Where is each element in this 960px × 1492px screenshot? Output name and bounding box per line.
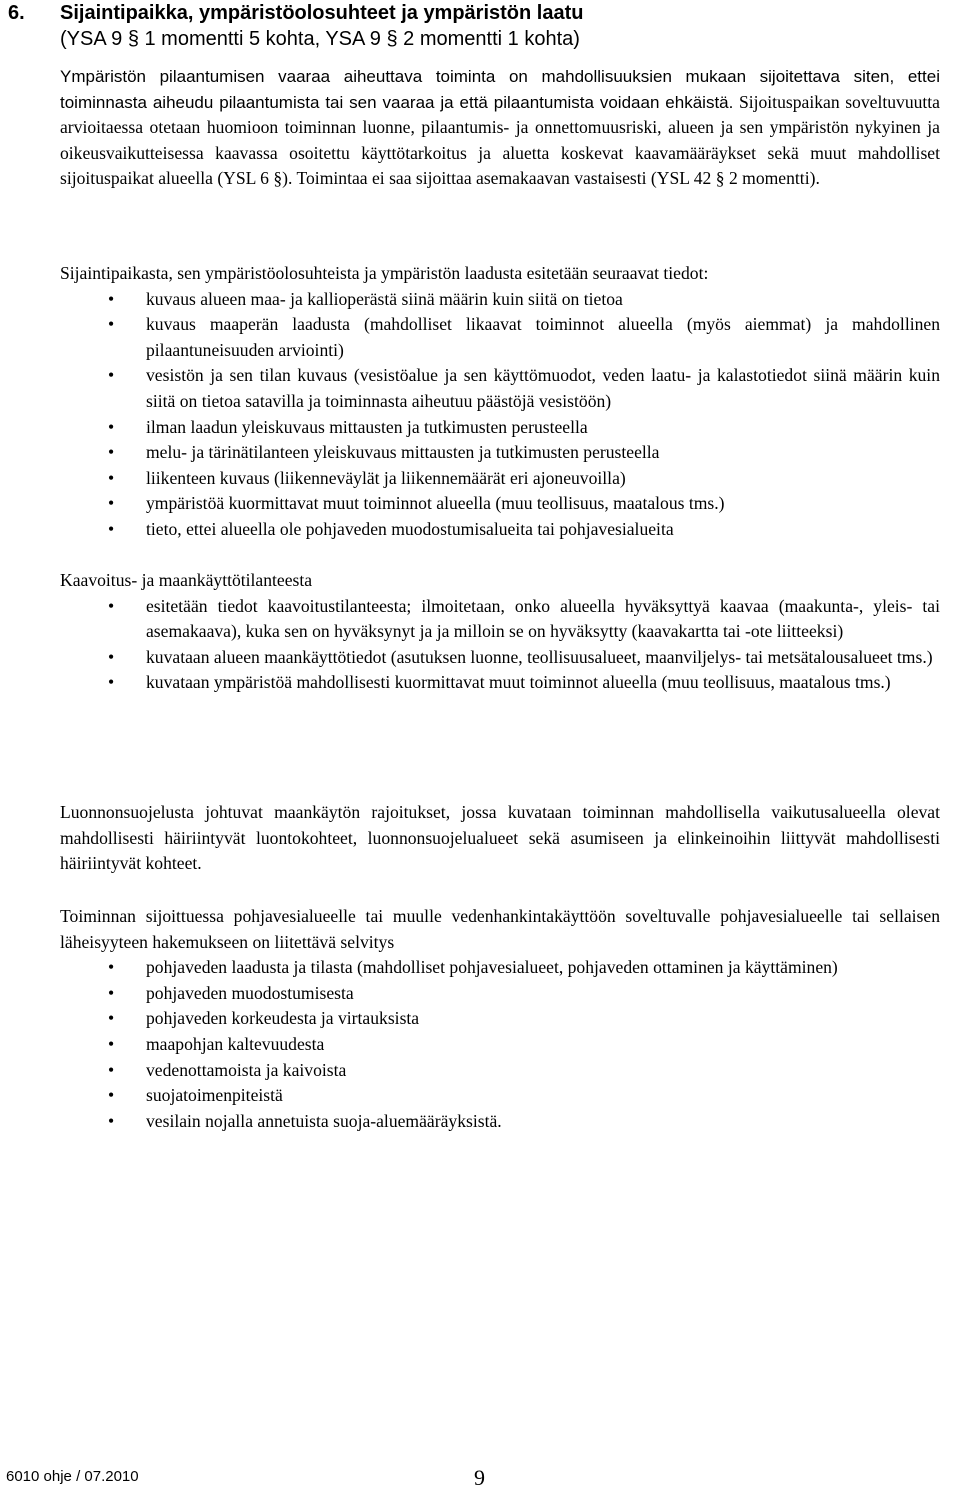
location-info-list <box>60 287 940 543</box>
footer-doc-ref: 6010 ohje / 07.2010 <box>6 1468 139 1485</box>
bullet-icon: • <box>108 314 115 335</box>
list-item: • pohjaveden laadusta ja tilasta (mahdolliset pohjavesialueet, pohjaveden ottaminen ja käyttäminen) <box>60 955 940 981</box>
groundwater-intro: Toiminnan sijoittuessa pohjavesialueelle tai muulle vedenhankintakäyttöön soveltuvalle pohjavesialueelle tai sellaisen läheisyyteen hakemukseen on liitettävä selvitys <box>60 906 940 952</box>
groundwater-list <box>60 955 940 1134</box>
list-item: • suojatoimenpiteistä <box>60 1083 940 1109</box>
paragraph-placement <box>60 64 940 192</box>
zoning-block <box>60 568 940 696</box>
list-item: • kuvaus alueen maa- ja kallioperästä siinä määrin kuin siitä on tietoa <box>60 287 940 313</box>
bullet-icon: • <box>108 288 115 309</box>
groundwater-block <box>60 904 940 1134</box>
bullet-icon: • <box>108 416 115 437</box>
bullet-icon: • <box>108 595 115 616</box>
list-item: • kuvaus maaperän laadusta (mahdolliset likaavat toiminnot alueella (myös aiemmat) ja mahdollinen pilaantuneisuuden arviointi) <box>108 314 940 360</box>
bullet-icon: • <box>108 1033 115 1054</box>
bullet-icon: • <box>108 672 115 693</box>
bullet-icon: • <box>108 1085 115 1106</box>
list-item: • melu- ja tärinätilanteen yleiskuvaus mittausten ja tutkimusten perusteella <box>60 440 940 466</box>
location-info-intro: Sijaintipaikasta, sen ympäristöolosuhteista ja ympäristön laadusta esitetään seuraavat tiedot: <box>60 263 709 283</box>
bullet-icon: • <box>108 442 115 463</box>
placement-principle-text: Ympäristön pilaantumisen vaaraa aiheuttava toiminta on mahdollisuuksien mukaan sijoitettava siten, ettei toiminnasta aiheudu pilaantumista tai sen vaaraa ja että pilaantumista voidaan ehkäistä. <box>60 67 940 112</box>
section-subtitle: (YSA 9 § 1 momentti 5 kohta, YSA 9 § 2 momentti 1 kohta) <box>60 28 580 50</box>
list-item: • pohjaveden muodostumisesta <box>60 981 940 1007</box>
list-item: • ympäristöä kuormittavat muut toiminnot alueella (muu teollisuus, maatalous tms.) <box>60 491 940 517</box>
nature-conservation-text: Luonnonsuojelusta johtuvat maankäytön rajoitukset, jossa kuvataan toiminnan mahdollisella vaikutusalueella olevat mahdollisesti häiriintyvät luontokohteet, luonnonsuojelualueet sekä asumiseen ja elinkeinoihin liittyvät mahdollisesti häiriintyvät kohteet. <box>60 802 940 874</box>
list-item: • tieto, ettei alueella ole pohjaveden muodostumisalueita tai pohjavesialueita <box>60 517 940 543</box>
bullet-icon: • <box>108 1059 115 1080</box>
zoning-list <box>60 594 940 696</box>
list-item: • esitetään tiedot kaavoitustilanteesta; ilmoitetaan, onko alueella hyväksyttyä kaavaa (maakunta-, yleis- tai asemakaava), kuka sen on hyväksynyt ja ja milloin se on hyväksytty (kaavakartta tai -ote liitteeksi) <box>108 595 940 642</box>
bullet-icon: • <box>108 1110 115 1131</box>
list-item: • kuvataan ympäristöä mahdollisesti kuormittavat muut toiminnot alueella (muu teollisuus, maatalous tms.) <box>60 670 940 696</box>
list-item: • maapohjan kaltevuudesta <box>60 1032 940 1058</box>
bullet-icon: • <box>108 493 115 514</box>
bullet-icon: • <box>108 1008 115 1029</box>
bullet-icon: • <box>108 957 115 978</box>
location-info-block <box>60 261 940 543</box>
bullet-icon: • <box>108 467 115 488</box>
page-number: 9 <box>474 1465 485 1490</box>
list-item: • pohjaveden korkeudesta ja virtauksista <box>60 1006 940 1032</box>
section-number: 6. <box>8 2 25 24</box>
zoning-heading: Kaavoitus- ja maankäyttötilanteesta <box>60 570 313 590</box>
nature-conservation-block <box>60 800 940 877</box>
bullet-icon: • <box>108 365 115 386</box>
bullet-icon: • <box>108 982 115 1003</box>
list-item: • ilman laadun yleiskuvaus mittausten ja tutkimusten perusteella <box>60 415 940 441</box>
list-item: • vesistön ja sen tilan kuvaus (vesistöalue ja sen käyttömuodot, veden laatu- ja kalastotiedot siinä määrin kuin siitä on tietoa satavilla ja toiminnasta aiheutuu päästöjä vesistöön) <box>108 365 940 411</box>
list-item: • liikenteen kuvaus (liikenneväylät ja liikennemäärät eri ajoneuvoilla) <box>60 466 940 492</box>
bullet-icon: • <box>108 646 115 667</box>
list-item: • vedenottamoista ja kaivoista <box>60 1058 940 1084</box>
bullet-icon: • <box>108 518 115 539</box>
list-item: • kuvataan alueen maankäyttötiedot (asutuksen luonne, teollisuusalueet, maanviljelys- tai metsätalousalueet tms.) <box>60 645 940 671</box>
placement-assessment-text: Sijoituspaikan soveltuvuutta arvioitaessa otetaan huomioon toiminnan luonne, pilaantumis- ja onnettomuusriski, alueen ja sen ympäristön nykyinen ja oikeusvaikutteisessa kaavassa osoitettu käyttötarkoitus ja aluetta koskevat kaavamääräykset sekä muut mahdolliset sijoituspaikat alueella (YSL 6 §). Toimintaa ei saa sijoittaa asemakaavan vastaisesti (YSL 42 § 2 momentti). <box>60 91 940 189</box>
section-title: Sijaintipaikka, ympäristöolosuhteet ja ympäristön laatu <box>60 2 584 24</box>
list-item: • vesilain nojalla annetuista suoja-aluemääräyksistä. <box>60 1109 940 1135</box>
